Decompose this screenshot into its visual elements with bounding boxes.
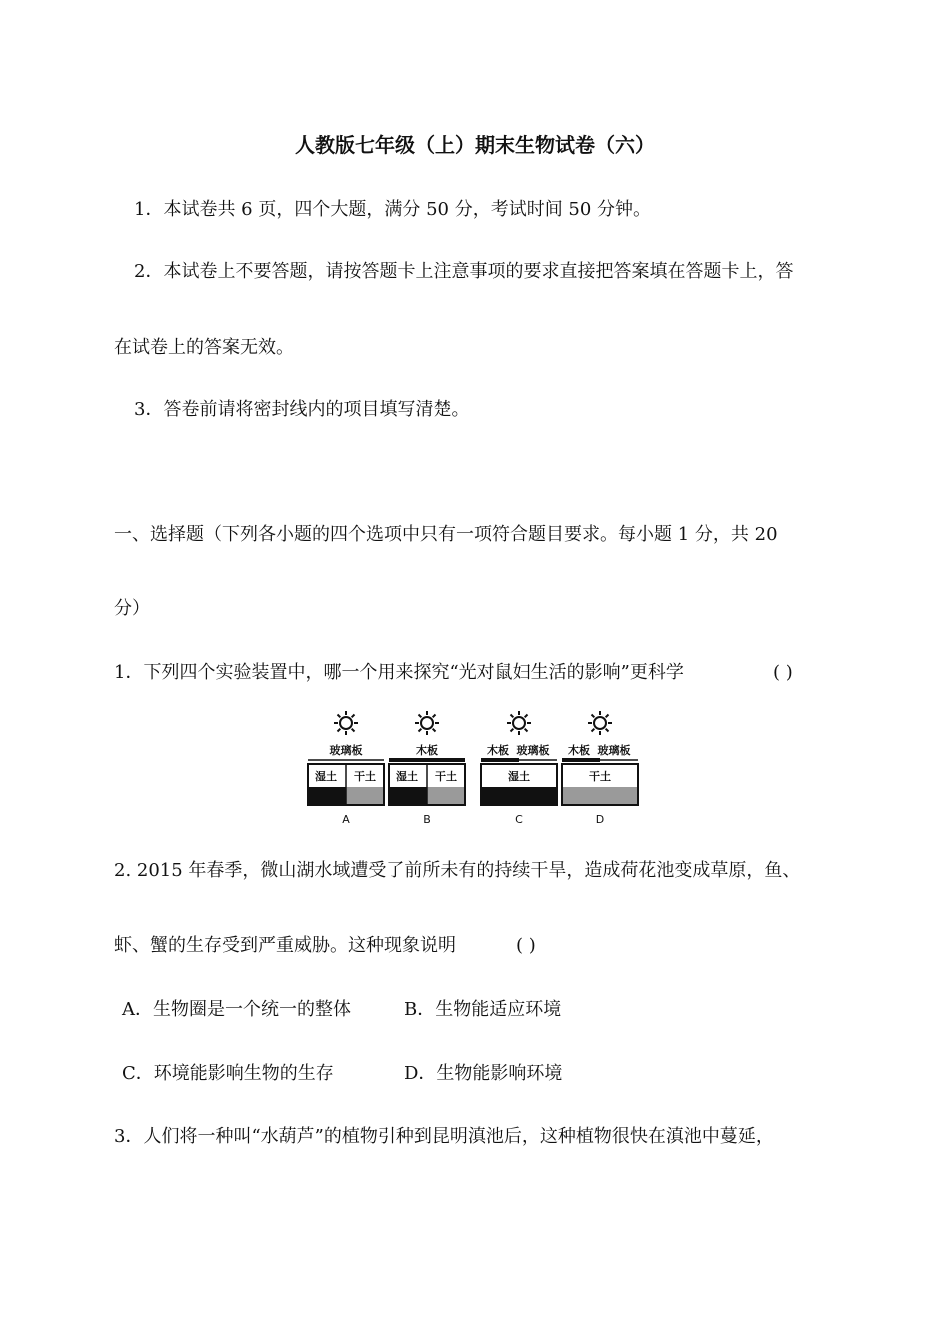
experiment-figure bbox=[300, 706, 650, 830]
wet-soil-B bbox=[390, 787, 427, 804]
cover-label-C-left: 木板 bbox=[487, 744, 509, 757]
question-1-text: 1．下列四个实验装置中，哪一个用来探究“光对鼠妇生活的影响”更科学 bbox=[114, 662, 684, 683]
sun-icon bbox=[507, 711, 531, 735]
apparatus-letter-A: A bbox=[342, 813, 350, 826]
question-3-line-1: 3．人们将一种叫“水葫芦”的植物引种到昆明滇池后，这种植物很快在滇池中蔓延， bbox=[114, 1126, 774, 1147]
question-1-answer-paren: ( ) bbox=[773, 662, 793, 683]
sun-icon bbox=[415, 711, 439, 735]
apparatus-letter-C: C bbox=[515, 813, 523, 826]
sun-icon bbox=[588, 711, 612, 735]
soil-label-D: 干土 bbox=[589, 770, 611, 783]
note-1: 1．本试卷共 6 页，四个大题，满分 50 分，考试时间 50 分钟。 bbox=[134, 199, 652, 220]
question-2-answer-paren: ( ) bbox=[516, 935, 536, 956]
dry-soil-A bbox=[346, 787, 383, 804]
section-heading: 一、选择题（下列各小题的四个选项中只有一项符合题目要求。每小题 1 分，共 20 bbox=[114, 524, 778, 545]
experiment-diagram bbox=[300, 706, 650, 830]
note-3: 3．答卷前请将密封线内的项目填写清楚。 bbox=[134, 399, 470, 420]
option-b: B．生物能适应环境 bbox=[404, 999, 562, 1020]
cover-label-C-right: 玻璃板 bbox=[516, 744, 550, 757]
section-heading-continued: 分） bbox=[114, 598, 150, 619]
soil-label-B-right: 干土 bbox=[435, 770, 457, 783]
question-2-line-2: 虾、蟹的生存受到严重威胁。这种现象说明 bbox=[114, 935, 456, 956]
note-2: 2．本试卷上不要答题，请按答题卡上注意事项的要求直接把答案填在答题卡上，答 bbox=[134, 261, 794, 282]
wet-soil-A bbox=[309, 787, 346, 804]
option-c: C．环境能影响生物的生存 bbox=[122, 1063, 334, 1084]
soil-label-B-left: 湿土 bbox=[396, 770, 418, 783]
option-d: D．生物能影响环境 bbox=[404, 1063, 563, 1084]
soil-C bbox=[482, 787, 556, 804]
soil-label-A-left: 湿土 bbox=[315, 770, 337, 783]
dry-soil-B bbox=[427, 787, 464, 804]
apparatus-letter-D: D bbox=[595, 813, 605, 826]
soil-D bbox=[563, 787, 637, 804]
apparatus-letter-B: B bbox=[423, 813, 431, 826]
cover-label-D-right: 玻璃板 bbox=[597, 744, 631, 757]
page-title: 人教版七年级（上）期末生物试卷（六） bbox=[295, 133, 655, 157]
soil-label-A-right: 干土 bbox=[354, 770, 376, 783]
question-1 bbox=[114, 661, 684, 685]
cover-label-B: 木板 bbox=[416, 744, 438, 757]
soil-label-C: 湿土 bbox=[508, 770, 530, 783]
sun-icon bbox=[334, 711, 358, 735]
cover-label-D-left: 木板 bbox=[568, 744, 590, 757]
cover-label-A: 玻璃板 bbox=[329, 744, 363, 757]
option-a: A．生物圈是一个统一的整体 bbox=[122, 999, 351, 1020]
note-2-continued: 在试卷上的答案无效。 bbox=[114, 337, 294, 358]
question-2-line-1: 2. 2015 年春季，微山湖水域遭受了前所未有的持续干旱，造成荷花池变成草原，鱼、 bbox=[114, 860, 801, 881]
